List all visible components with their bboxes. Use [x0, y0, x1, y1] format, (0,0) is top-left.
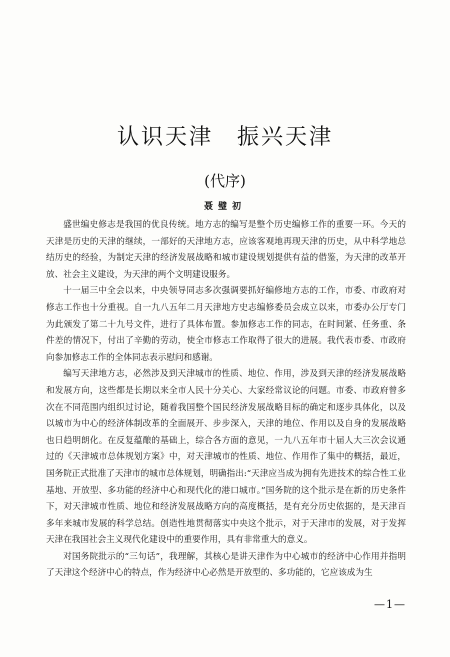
paragraph: 盛世编史修志是我国的优良传统。地方志的编写是整个历史编修工作的重要一环。今天的天津是历史的天津的继续，一部好的天津地方志，应该客观地再现天津的历史，从中科学地总结历史的经验，为制定天津的经济发展战略和城市建设规划提供有益的借鉴，为天津的改革开放、社会主义建设，为天津的两个文明建设服务。 — [46, 220, 406, 280]
body-text — [46, 217, 406, 582]
page-subtitle: (代序) — [204, 172, 246, 190]
author-name: 聂璧初 — [203, 202, 246, 212]
paragraph: 编写天津地方志，必然涉及到天津城市的性质、地位、作用，涉及到天津的经济发展战略和发展方向，这些都是长期以来全市人民十分关心、大家经常议论的问题。市委、市政府曾多次在不同范围内组织过讨论，随着我国整个国民经济发展战略目标的确定和逐步具体化，以及以城市为中心的经济体制改革的全面展开、步步深入，天津的地位、作用以及自身的发展战略也日趋明朗化。在反复蕴酿的基础上，综合各方面的意见，一九八五年市十届人大三次会议通过的《天津城市总体规划方案》中，对天津城市的性质、地位、作用作了集中的概括，最近，国务院正式批准了天津市的城市总体规划，明确指出:“天津应当成为拥有先进技术的综合性工业基地、开放型、多功能的经济中心和现代化的港口城市。”国务院的这个批示是在新的历史条件下，对天津城市性质、地位和经济发展战略方向的高度概括，是有充分历史依据的，是天津百多年来城市发展的科学总结。创造性地贯彻落实中央这个批示，对于天津市的发展，对于发挥天津在我国社会主义现代化建设中的重要作用，具有非常重大的意义。 — [46, 369, 406, 546]
paragraph: 十一届三中全会以来，中央领导同志多次强调要抓好编修地方志的工作，市委、市政府对修志工作也十分重视。自一九八五年二月天津地方史志编修委员会成立以来，市委办公厅专门为此颁发了第二十九号文件，进行了具体布置。参加修志工作的同志，在时间紧、任务重、条件差的情况下，付出了辛勤的劳动，使全市修志工作取得了很大的进展。我代表市委、市政府向参加修志工作的全体同志表示慰问和感谢。 — [46, 286, 406, 363]
page-title: 认识天津 振兴天津 — [116, 125, 333, 150]
page-number: —1— — [374, 598, 406, 611]
paragraph: 对国务院批示的“三句话”，我理解，其核心是讲天津作为中心城市的经济中心作用并指明了天津这个经济中心的特点，作为经济中心必然是开放型的、多功能的，它应该成为生 — [46, 551, 406, 579]
